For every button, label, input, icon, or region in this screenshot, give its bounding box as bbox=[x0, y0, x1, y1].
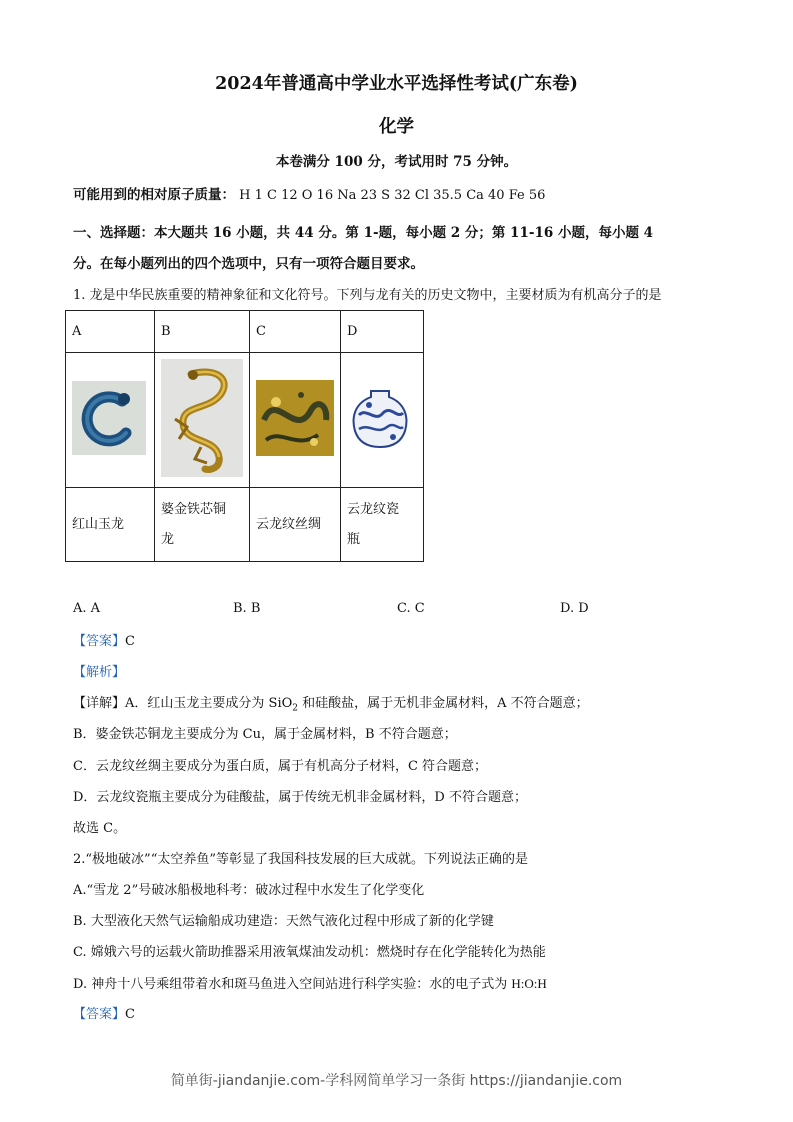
q1-detail-a bbox=[73, 695, 589, 718]
exam-title: 2024年普通高中学业水平选择性考试(广东卷) bbox=[215, 74, 578, 94]
q2-answer-value: C bbox=[125, 1007, 135, 1022]
detail-a-subscript: 2 bbox=[292, 703, 298, 714]
table-header-c: C bbox=[250, 311, 341, 353]
atomic-masses-label: 可能用到的相对原子质量： bbox=[73, 187, 235, 203]
option-a: A. A bbox=[73, 601, 101, 616]
image-cell-d bbox=[341, 353, 424, 488]
q2-option-d bbox=[73, 975, 547, 994]
section1-line2: 分。在每小题列出的四个选项中，只有一项符合题目要求。 bbox=[73, 256, 424, 272]
name-b-line2: 龙 bbox=[161, 531, 175, 547]
table-header-a: A bbox=[66, 311, 155, 353]
answer-label: 【答案】 bbox=[73, 634, 126, 649]
q2-stem: 2.“极地破冰”“太空养鱼”等彰显了我国科技发展的巨大成就。下列说法正确的是 bbox=[73, 852, 528, 867]
exam-note: 本卷满分 100 分，考试用时 75 分钟。 bbox=[275, 154, 518, 170]
atomic-masses-values: H 1 C 12 O 16 Na 23 S 32 Cl 35.5 Ca 40 Fe 56 bbox=[239, 188, 546, 203]
name-c: 云龙纹丝绸 bbox=[256, 516, 322, 532]
q1-stem: 1. 龙是中华民族重要的精神象征和文化符号。下列与龙有关的历史文物中，主要材质为有机高分子的是 bbox=[73, 288, 662, 303]
table-header-b: B bbox=[155, 311, 250, 353]
name-cell-c bbox=[250, 488, 341, 562]
option-b: B. B bbox=[233, 601, 261, 616]
name-d-line2: 瓶 bbox=[347, 531, 361, 547]
section1-line1: 一、选择题：本大题共 16 小题，共 44 分。第 1-题，每小题 2 分；第 11-16 小题，每小题 4 bbox=[73, 225, 654, 241]
option-c: C. C bbox=[397, 601, 425, 616]
q1-detail-b: B．婆金铁芯铜龙主要成分为 Cu，属于金属材料，B 不符合题意； bbox=[73, 727, 457, 742]
q2-option-c: C. 嫦娥六号的运载火箭助推器采用液氧煤油发动机：燃烧时存在化学能转化为热能 bbox=[73, 945, 546, 960]
detail-a-text: A．红山玉龙主要成分为 SiO bbox=[125, 696, 293, 711]
image-cell-a bbox=[66, 353, 155, 488]
name-a: 红山玉龙 bbox=[72, 516, 125, 532]
q1-detail-d: D．云龙纹瓷瓶主要成分为硅酸盐，属于传统无机非金属材料，D 不符合题意； bbox=[73, 790, 527, 805]
bronze-dragon-image bbox=[161, 359, 243, 477]
q2-answer-label: 【答案】 bbox=[73, 1007, 126, 1022]
atomic-masses-line bbox=[73, 186, 545, 205]
q1-detail-c: C．云龙纹丝绸主要成分为蛋白质，属于有机高分子材料，C 符合题意； bbox=[73, 759, 488, 774]
q1-analysis-label: 【解析】 bbox=[73, 665, 126, 680]
q1-answer bbox=[73, 633, 135, 651]
image-cell-c bbox=[250, 353, 341, 488]
answer-value: C bbox=[125, 634, 135, 649]
q2-option-a: A.“雪龙 2”号破冰船极地科考：破冰过程中水发生了化学变化 bbox=[73, 883, 425, 898]
q2-option-b: B. 大型液化天然气运输船成功建造：天然气液化过程中形成了新的化学键 bbox=[73, 914, 494, 929]
q2-option-d-text: D. 神舟十八号乘组带着水和斑马鱼进入空间站进行科学实验：水的电子式为 bbox=[73, 977, 508, 992]
page-footer: 简单街-jiandanjie.com-学科网简单学习一条街 https://jiandanjie.com bbox=[170, 1073, 623, 1089]
name-cell-d bbox=[341, 488, 424, 562]
option-d: D. D bbox=[560, 601, 589, 616]
name-cell-b bbox=[155, 488, 250, 562]
name-b-line1: 婆金铁芯铜 bbox=[161, 501, 227, 517]
q1-conclusion: 故选 C。 bbox=[73, 821, 127, 836]
name-d-line1: 云龙纹瓷 bbox=[347, 501, 400, 517]
name-cell-a bbox=[66, 488, 155, 562]
water-electron-formula: H:O:H bbox=[511, 976, 547, 991]
q1-options-table bbox=[65, 310, 424, 562]
table-header-d: D bbox=[341, 311, 424, 353]
image-cell-b bbox=[155, 353, 250, 488]
jade-dragon-image bbox=[72, 381, 146, 455]
porcelain-vase-image bbox=[347, 385, 413, 451]
subject-title: 化学 bbox=[379, 117, 414, 137]
detail-label: 【详解】 bbox=[73, 696, 126, 711]
silk-dragon-image bbox=[256, 380, 334, 456]
detail-a-text-2: 和硅酸盐，属于无机非金属材料，A 不符合题意； bbox=[298, 696, 589, 711]
q2-answer bbox=[73, 1006, 135, 1024]
